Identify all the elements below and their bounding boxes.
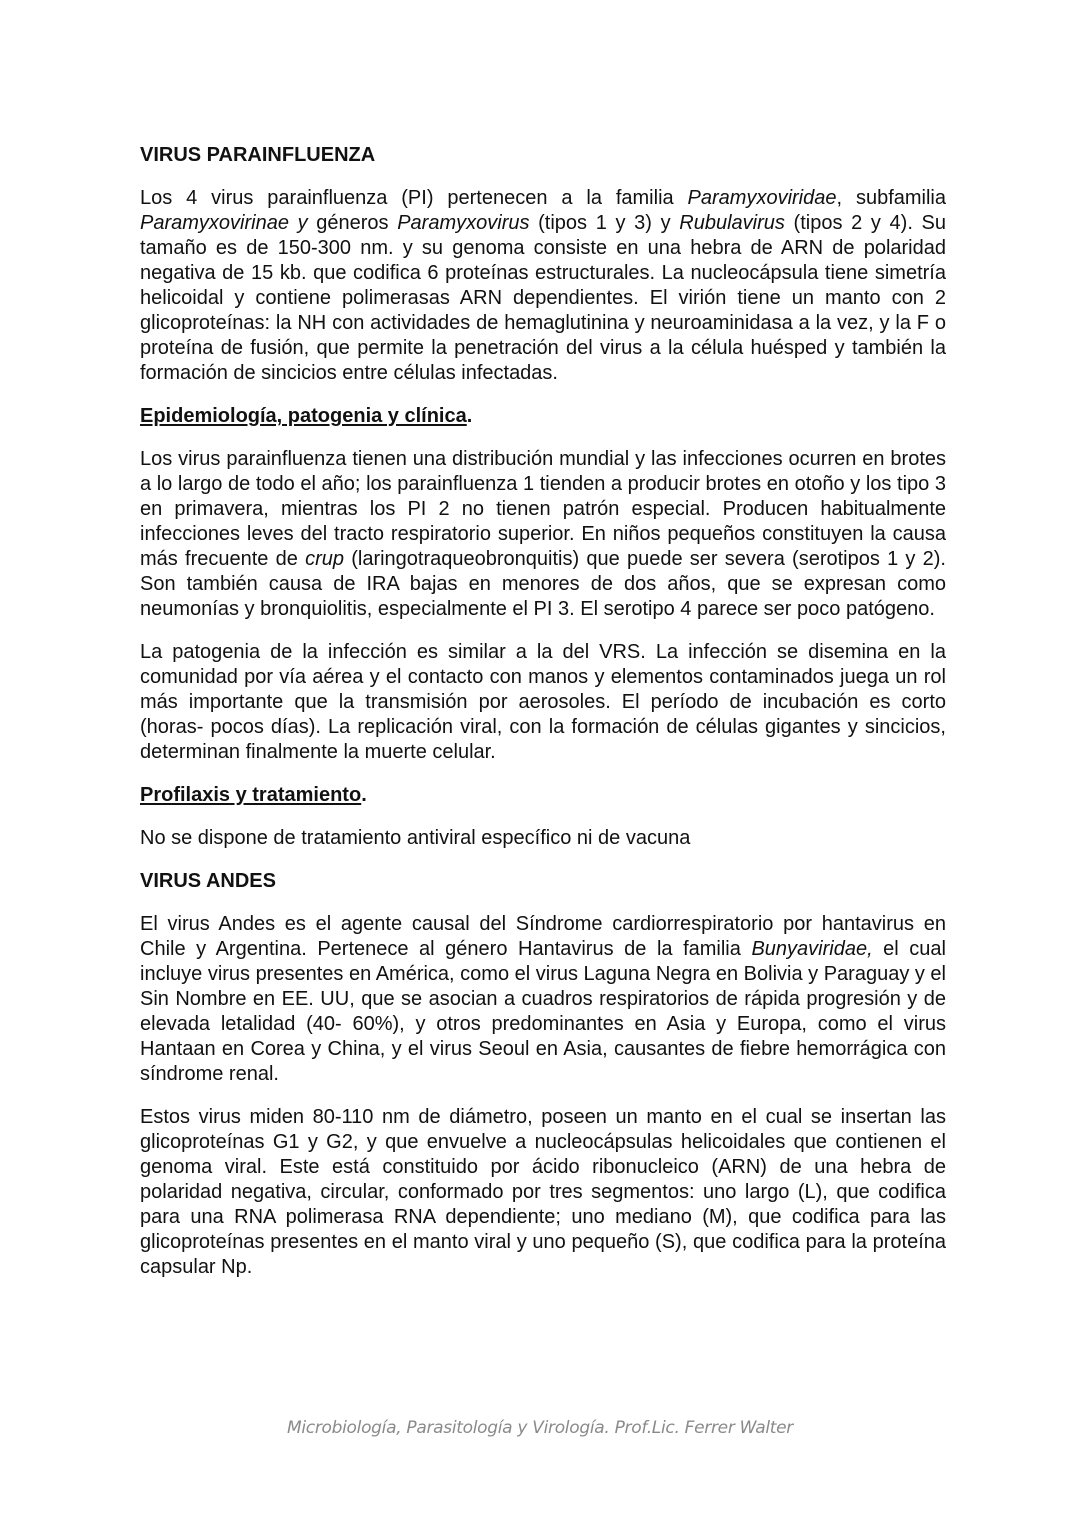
epidemiology-paragraph-1 (140, 447, 946, 622)
epidemiology-heading (140, 404, 946, 429)
italic-term: Paramyxovirus (397, 212, 530, 234)
italic-term: crup (305, 548, 344, 570)
text-span: (laringotraqueobronquitis) que puede ser severa (serotipos 1 y 2). Son también causa de IRA bajas en menores de dos años, que se expresan como neumonías y bronquiolitis, especialmente el PI 3. El serotipo 4 parece ser poco patógeno. (140, 548, 946, 620)
heading-punctuation: . (466, 405, 473, 427)
text-span: , subfamilia (836, 187, 946, 209)
section-title-andes: VIRUS ANDES (140, 870, 276, 892)
heading-punctuation: . (361, 784, 367, 806)
text-span: el cual incluye virus presentes en América, como el virus Laguna Negra en Bolivia y Paraguay y el Sin Nombre en EE. UU, que se asocian a cuadros respiratorios de rápida progresión y de elevada letalidad (40- 60%), y otros predominantes en Asia y Europa, como el virus Hantaan en Corea y China, y el virus Seoul en Asia, causantes de fiebre hemorrágica con síndrome renal. (140, 938, 946, 1085)
text-span: Los 4 virus parainfluenza (PI) pertenecen a la familia (140, 187, 688, 209)
text-span: (tipos 2 y 4). Su tamaño es de 150-300 nm. y su genoma consiste en una hebra de ARN de polaridad negativa de 15 kb. que codifica 6 proteínas estructurales. La nucleocápsula tiene simetría helicoidal y contiene polimerasas ARN dependientes. El virión tiene un manto con 2 glicoproteínas: la NH con actividades de hemaglutinina y neuroaminidasa a la vez, y la F o proteína de fusión, que permite la penetración del virus a la célula huésped y también la formación de sincicios entre células infectadas. (140, 212, 947, 384)
italic-term: Rubulavirus (679, 212, 785, 234)
italic-term: Paramyxovirinae y (140, 212, 308, 234)
andes-paragraph-1 (140, 912, 946, 1087)
italic-term: Paramyxoviridae (687, 187, 837, 209)
italic-term: Bunyaviridae, (751, 938, 873, 960)
prophylaxis-heading-text: Profilaxis y tratamiento (140, 784, 362, 806)
page-footer: Microbiología, Parasitología y Virología. Prof.Lic. Ferrer Walter (287, 1418, 793, 1438)
text-span: (tipos 1 y 3) y (529, 212, 680, 234)
epidemiology-heading-text: Epidemiología, patogenia y clínica (140, 405, 467, 427)
section-title-parainfluenza: VIRUS PARAINFLUENZA (140, 144, 376, 166)
text-span: géneros (307, 212, 398, 234)
document-page (140, 143, 946, 1298)
prophylaxis-heading (140, 783, 946, 808)
epidemiology-paragraph-2: La patogenia de la infección es similar a la del VRS. La infección se disemina en la comunidad por vía aérea y el contacto con manos y elementos contaminados juega un rol más importante que la transmisión por aerosoles. El período de incubación es corto (horas- pocos días). La replicación viral, con la formación de células gigantes y sincicios, determinan finalmente la muerte celular. (140, 641, 946, 763)
text-span: El virus Andes es el agente causal del Síndrome cardiorrespiratorio por hantavirus en Chile y Argentina. Pertenece al género Hantavirus de la familia (140, 913, 946, 960)
text-span: Los virus parainfluenza tienen una distribución mundial y las infecciones ocurren en brotes a lo largo de todo el año; los parainfluenza 1 tienden a producir brotes en otoño y los tipo 3 en primavera, mientras los PI 2 no tienen patrón especial. Producen habitualmente infecciones leves del tracto respiratorio superior. En niños pequeños constituyen la causa más frecuente de (140, 448, 946, 570)
prophylaxis-paragraph: No se dispone de tratamiento antiviral específico ni de vacuna (140, 827, 691, 849)
parainfluenza-intro-paragraph (140, 186, 946, 386)
andes-paragraph-2: Estos virus miden 80-110 nm de diámetro, poseen un manto en el cual se insertan las glicoproteínas G1 y G2, y que envuelve a nucleocápsulas helicoidales que contienen el genoma viral. Este está constituido por ácido ribonucleico (ARN) de una hebra de polaridad negativa, circular, conformado por tres segmentos: uno largo (L), que codifica para una RNA polimerasa RNA dependiente; uno mediano (M), que codifica para las glicoproteínas presentes en el manto viral y uno pequeño (S), que codifica para la proteína capsular Np. (140, 1106, 946, 1278)
